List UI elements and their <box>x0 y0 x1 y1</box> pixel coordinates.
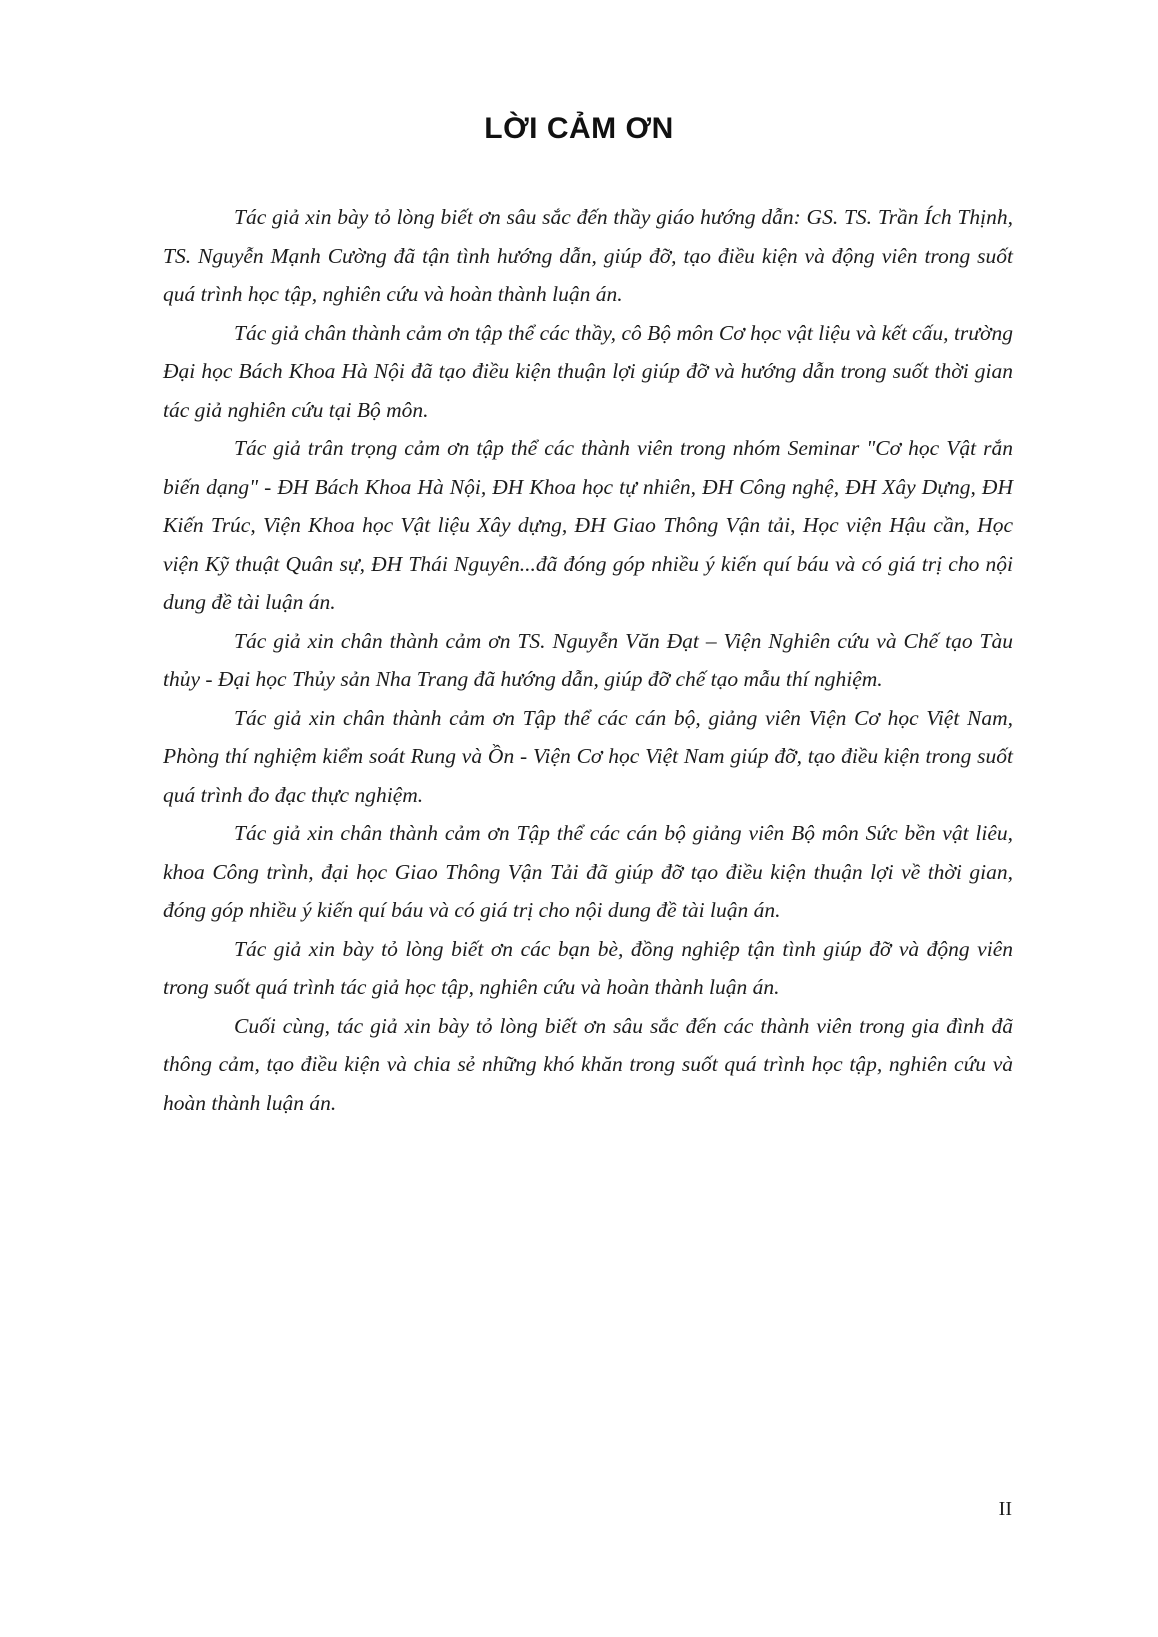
page-title: LỜI CẢM ƠN <box>484 112 674 145</box>
paragraph: Tác giả trân trọng cảm ơn tập thể các thành viên trong nhóm Seminar "Cơ học Vật rắn biến dạng" - ĐH Bách Khoa Hà Nội, ĐH Khoa học tự nhiên, ĐH Công nghệ, ĐH Xây Dựng, ĐH Kiến Trúc, Viện Khoa học Vật liệu Xây dựng, ĐH Giao Thông Vận tải, Học viện Hậu cần, Học viện Kỹ thuật Quân sự, ĐH Thái Nguyên...đã đóng góp nhiều ý kiến quí báu và có giá trị cho nội dung đề tài luận án. <box>163 436 1013 614</box>
paragraph: Tác giả xin chân thành cảm ơn Tập thể các cán bộ giảng viên Bộ môn Sức bền vật liêu, khoa Công trình, đại học Giao Thông Vận Tải đã giúp đỡ tạo điều kiện thuận lợi về thời gian, đóng góp nhiều ý kiến quí báu và có giá trị cho nội dung đề tài luận án. <box>163 821 1013 922</box>
paragraph: Tác giả xin bày tỏ lòng biết ơn các bạn bè, đồng nghiệp tận tình giúp đỡ và động viên trong suốt quá trình tác giả học tập, nghiên cứu và hoàn thành luận án. <box>163 936 1013 999</box>
page-number: II <box>998 1498 1012 1520</box>
paragraph: Tác giả xin chân thành cảm ơn Tập thể các cán bộ, giảng viên Viện Cơ học Việt Nam, Phòng thí nghiệm kiểm soát Rung và Ồn - Viện Cơ học Việt Nam giúp đỡ, tạo điều kiện trong suốt quá trình đo đạc thực nghiệm. <box>163 705 1013 807</box>
paragraph: Tác giả chân thành cảm ơn tập thể các thầy, cô Bộ môn Cơ học vật liệu và kết cấu, trường Đại học Bách Khoa Hà Nội đã tạo điều kiện thuận lợi giúp đỡ và hướng dẫn trong suốt thời gian tác giả nghiên cứu tại Bộ môn. <box>163 320 1013 422</box>
paragraph: Tác giả xin chân thành cảm ơn TS. Nguyễn Văn Đạt – Viện Nghiên cứu và Chế tạo Tàu thủy - Đại học Thủy sản Nha Trang đã hướng dẫn, giúp đỡ chế tạo mẫu thí nghiệm. <box>163 628 1013 691</box>
paragraph: Tác giả xin bày tỏ lòng biết ơn sâu sắc đến thầy giáo hướng dẫn: GS. TS. Trần Ích Thịnh, TS. Nguyễn Mạnh Cường đã tận tình hướng dẫn, giúp đỡ, tạo điều kiện và động viên trong suốt quá trình học tập, nghiên cứu và hoàn thành luận án. <box>163 205 1013 306</box>
acknowledgement-body <box>163 198 1013 1122</box>
paragraph: Cuối cùng, tác giả xin bày tỏ lòng biết ơn sâu sắc đến các thành viên trong gia đình đã thông cảm, tạo điều kiện và chia sẻ những khó khăn trong suốt quá trình học tập, nghiên cứu và hoàn thành luận án. <box>163 1013 1013 1115</box>
